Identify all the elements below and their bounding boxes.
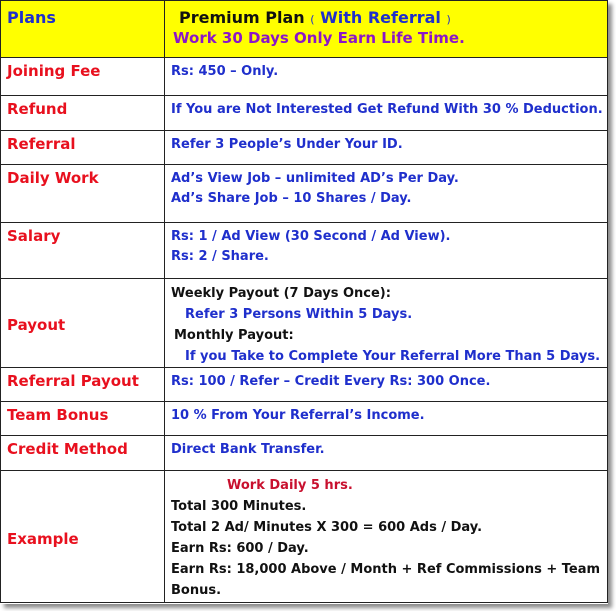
payout-line: Monthly Payout: [174,328,294,343]
credit-method-value [165,436,608,471]
plan-title: Premium Plan [179,8,305,27]
plan-subtitle: Work 30 Days Only Earn Life Time. [173,29,465,47]
example-line: Work Daily 5 hrs. [227,478,353,493]
row-refund [1,96,608,131]
joining-fee-line: Rs: 450 – Only. [171,64,279,79]
row-team-bonus [1,402,608,436]
team-bonus-label: Team Bonus [1,402,165,436]
referral-payout-line: Rs: 100 / Refer – Credit Every Rs: 300 Once. [171,374,491,389]
header-plans-label: Plans [1,1,165,58]
payout-line: If you Take to Complete Your Referral More Than 5 Days. [185,349,601,364]
paren-close: ) [446,13,451,26]
joining-fee-label: Joining Fee [1,58,165,96]
row-referral [1,131,608,165]
payout-value [165,279,608,368]
salary-value [165,223,608,279]
daily-work-value [165,165,608,223]
example-line: Earn Rs: 18,000 Above / Month + Ref Commissions + Team [171,562,601,577]
payout-line: Refer 3 Persons Within 5 Days. [185,307,413,322]
row-joining-fee [1,58,608,96]
example-line: Earn Rs: 600 / Day. [171,541,309,556]
referral-label: Referral [1,131,165,165]
daily-work-line: Ad’s Share Job – 10 Shares / Day. [171,191,412,206]
example-line: Bonus. [171,583,222,598]
referral-payout-value [165,368,608,402]
row-daily-work [1,165,608,223]
referral-note-group [310,8,451,27]
example-value [165,471,608,603]
referral-value [165,131,608,165]
paren-open: ( [310,13,315,26]
row-salary [1,223,608,279]
credit-method-line: Direct Bank Transfer. [171,442,325,457]
payout-label: Payout [1,279,165,368]
refund-line: If You are Not Interested Get Refund With 30 % Deduction. [171,102,603,117]
header-row [1,1,608,58]
header-plan-cell [165,1,608,58]
plan-title-line [165,1,607,27]
row-credit-method [1,436,608,471]
joining-fee-value [165,58,608,96]
refund-label: Refund [1,96,165,131]
daily-work-line: Ad’s View Job – unlimited AD’s Per Day. [171,171,459,186]
team-bonus-value [165,402,608,436]
example-line: Total 300 Minutes. [171,499,307,514]
referral-note: With Referral [320,8,441,27]
example-label: Example [1,471,165,603]
row-payout [1,279,608,368]
credit-method-label: Credit Method [1,436,165,471]
row-example [1,471,608,603]
payout-line: Weekly Payout (7 Days Once): [171,286,391,301]
row-referral-payout [1,368,608,402]
salary-label: Salary [1,223,165,279]
refund-value [165,96,608,131]
team-bonus-line: 10 % From Your Referral’s Income. [171,408,425,423]
example-line: Total 2 Ad/ Minutes X 300 = 600 Ads / Day. [171,520,483,535]
referral-line: Refer 3 People’s Under Your ID. [171,137,403,152]
salary-line: Rs: 2 / Share. [171,249,269,264]
daily-work-label: Daily Work [1,165,165,223]
salary-line: Rs: 1 / Ad View (30 Second / Ad View). [171,229,451,244]
referral-payout-label: Referral Payout [1,368,165,402]
